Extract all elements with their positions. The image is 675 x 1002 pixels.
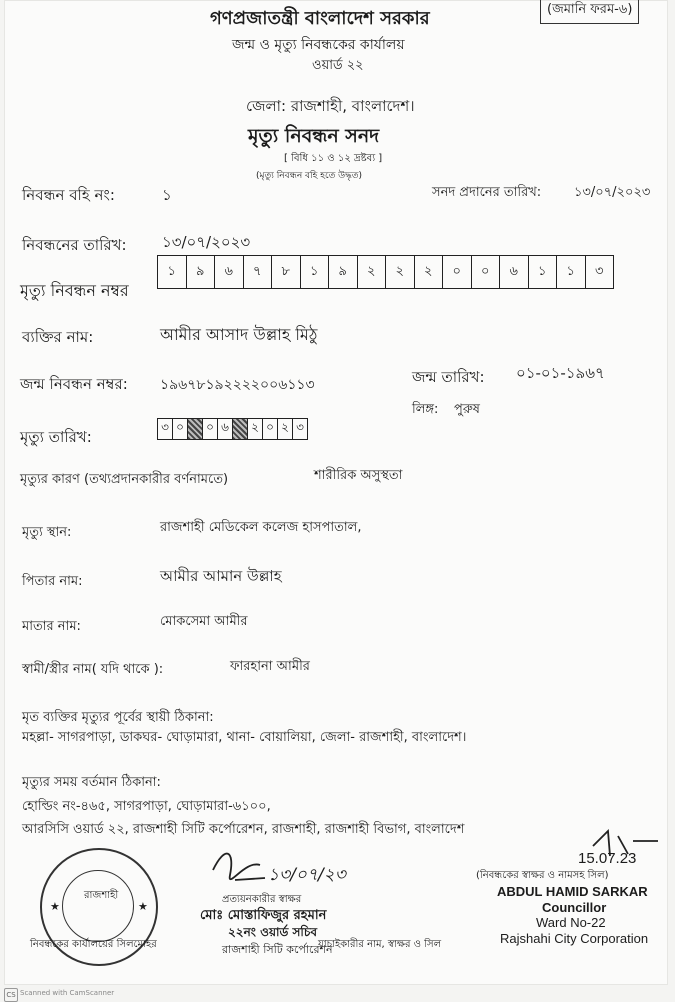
place-value: রাজশাহী মেডিকেল কলেজ হাসপাতাল, [160,520,362,535]
certificate-title: মৃত্যু নিবন্ধন সনদ [248,125,380,147]
office-heading: জন্ম ও মৃত্যু নিবন্ধকের কার্যালয় [232,37,405,53]
death-reg-digit: ৭ [244,256,273,288]
curr-addr-line2: আরসিসি ওয়ার্ড ২২, রাজশাহী সিটি কর্পোরেশন, রাজশাহী, রাজশাহী বিভাগ, বাংলাদেশ [22,822,465,837]
date-separator [188,419,203,439]
extract-note: (মৃত্যু নিবন্ধন বহি হতে উদ্ধৃত) [256,171,363,181]
death-date-digit: ৬ [218,419,233,439]
verifier-sig-date: ১৩/০৭/২৩ [268,865,346,885]
death-reg-digit: ২ [358,256,387,288]
seal-star-icon: ★ [138,900,148,913]
registrar-name: ABDUL HAMID SARKAR [497,884,648,899]
death-reg-digit: ৬ [215,256,244,288]
camscanner-logo: CS [4,988,18,1002]
death-reg-digit: ৩ [595,263,604,279]
camscanner-text: Scanned with CamScanner [20,989,115,997]
name-value: আমীর আসাদ উল্লাহ মিঠু [160,325,318,344]
death-reg-digit: ২ [386,256,415,288]
death-date-digit: ২ [278,419,293,439]
seal-star-icon: ★ [50,900,60,913]
reg-date-value: ১৩/০৭/২০২৩ [162,233,251,251]
verifier-name: মোঃ মোস্তাফিজুর রহমান [200,908,327,923]
mother-value: মোকসেমা আমীর [160,614,248,629]
death-reg-digit: ০ [472,256,501,288]
rule-reference: [ বিধি ১১ ও ১২ দ্রষ্টব্য ] [284,153,383,164]
cause-label: মৃত্যুর কারণ (তথ্যপ্রদানকারীর বর্ণনামতে) [20,472,229,487]
birth-reg-value: ১৯৬৭৮১৯২২২২০০৬১১৩ [160,377,315,393]
birth-reg-label: জন্ম নিবন্ধন নম্বর: [20,375,128,393]
father-value: আমীর আমান উল্লাহ [160,567,282,585]
verifier-title: ২২নং ওয়ার্ড সচিব [228,925,318,939]
registrar-org: Rajshahi City Corporation [500,931,649,946]
book-no-value: ১ [162,186,172,204]
district-line: জেলা: রাজশাহী, বাংলাদেশ। [246,97,415,115]
perm-addr-value: মহল্লা- সাগরপাড়া, ডাকঘর- ঘোড়ামারা, থানা- বোয়ালিয়া, জেলা- রাজশাহী, বাংলাদেশ। [22,730,467,745]
left-footer: নিবন্ধকের কার্যালয়ের সিলমোহর [30,939,157,950]
curr-addr-line1: হোল্ডিং নং-৪৬৫, সাগরপাড়া, ঘোড়ামারা-৬১০০, [22,799,271,814]
verifier-org: রাজশাহী সিটি কর্পোরেশন [222,943,333,956]
seal-center-text: রাজশাহী [84,890,119,901]
registrar-date: 15.07.23 [578,850,637,867]
curr-addr-label: মৃত্যুর সময় বর্তমান ঠিকানা: [22,775,161,790]
spouse-label: স্বামী/স্ত্রীর নাম( যদি থাকে ): [22,662,164,677]
death-reg-digit: ৯ [187,256,216,288]
death-date-digit: ০ [263,419,278,439]
issue-date-label: সনদ প্রদানের তারিখ: [432,185,542,200]
book-no-label: নিবন্ধন বহি নং: [22,186,115,204]
spouse-value: ফারহানা আমীর [230,659,310,674]
cause-value: শারীরিক অসুস্থতা [314,468,403,483]
ward-heading: ওয়ার্ড ২২ [312,58,364,73]
death-date-digit: ০ [173,419,188,439]
issue-date-value: ১৩/০৭/২০২৩ [574,185,651,200]
death-date-digit: ৩ [158,419,173,439]
death-reg-no-boxes [157,255,614,289]
name-label: ব্যক্তির নাম: [22,328,94,346]
govt-heading: গণপ্রজাতন্ত্রী বাংলাদেশ সরকার [210,8,430,29]
date-separator [233,419,248,439]
registrar-title: Councillor [542,900,607,915]
death-date-boxes [157,418,308,440]
death-reg-digit: ১ [529,256,558,288]
dob-label: জন্ম তারিখ: [412,368,485,386]
death-reg-digit: ৬ [500,256,529,288]
death-reg-digit: ১ [557,256,586,288]
death-reg-digit: ৮ [272,256,301,288]
death-reg-digit: ৯ [329,256,358,288]
seal-inner-ring [62,870,134,942]
death-reg-digit: ১ [301,256,330,288]
form-number: (জমানি ফরম-৬) [540,0,639,24]
death-reg-digit: ২ [415,256,444,288]
death-reg-digit: ১ [158,256,187,288]
mother-label: মাতার নাম: [22,619,81,634]
registrar-ward: Ward No-22 [536,915,606,930]
verifier-footer: যাচাইকারীর নাম, স্বাক্ষর ও সিল [318,939,442,950]
place-label: মৃত্যু স্থান: [22,525,72,540]
perm-addr-label: মৃত ব্যক্তির মৃত্যুর পূর্বের স্থায়ী ঠিকানা: [22,710,214,725]
father-label: পিতার নাম: [22,574,83,589]
gender-label: লিঙ্গ: [412,402,439,417]
death-reg-digit: ০ [443,256,472,288]
death-reg-no-label: মৃত্যু নিবন্ধন নম্বর [20,281,129,300]
death-date-digit: ০ [203,419,218,439]
registrar-caption: (নিবন্ধকের স্বাক্ষর ও নামসহ সিল) [476,870,609,881]
dob-value: ০১-০১-১৯৬৭ [516,364,605,382]
verifier-caption: প্রত্যয়নকারীর স্বাক্ষর [222,894,302,905]
death-date-digit: ২ [248,419,263,439]
death-date-label: মৃত্যু তারিখ: [20,428,92,446]
gender-value: পুরুষ [454,402,480,417]
reg-date-label: নিবন্ধনের তারিখ: [22,236,127,254]
death-date-digit: ৩ [296,420,304,434]
